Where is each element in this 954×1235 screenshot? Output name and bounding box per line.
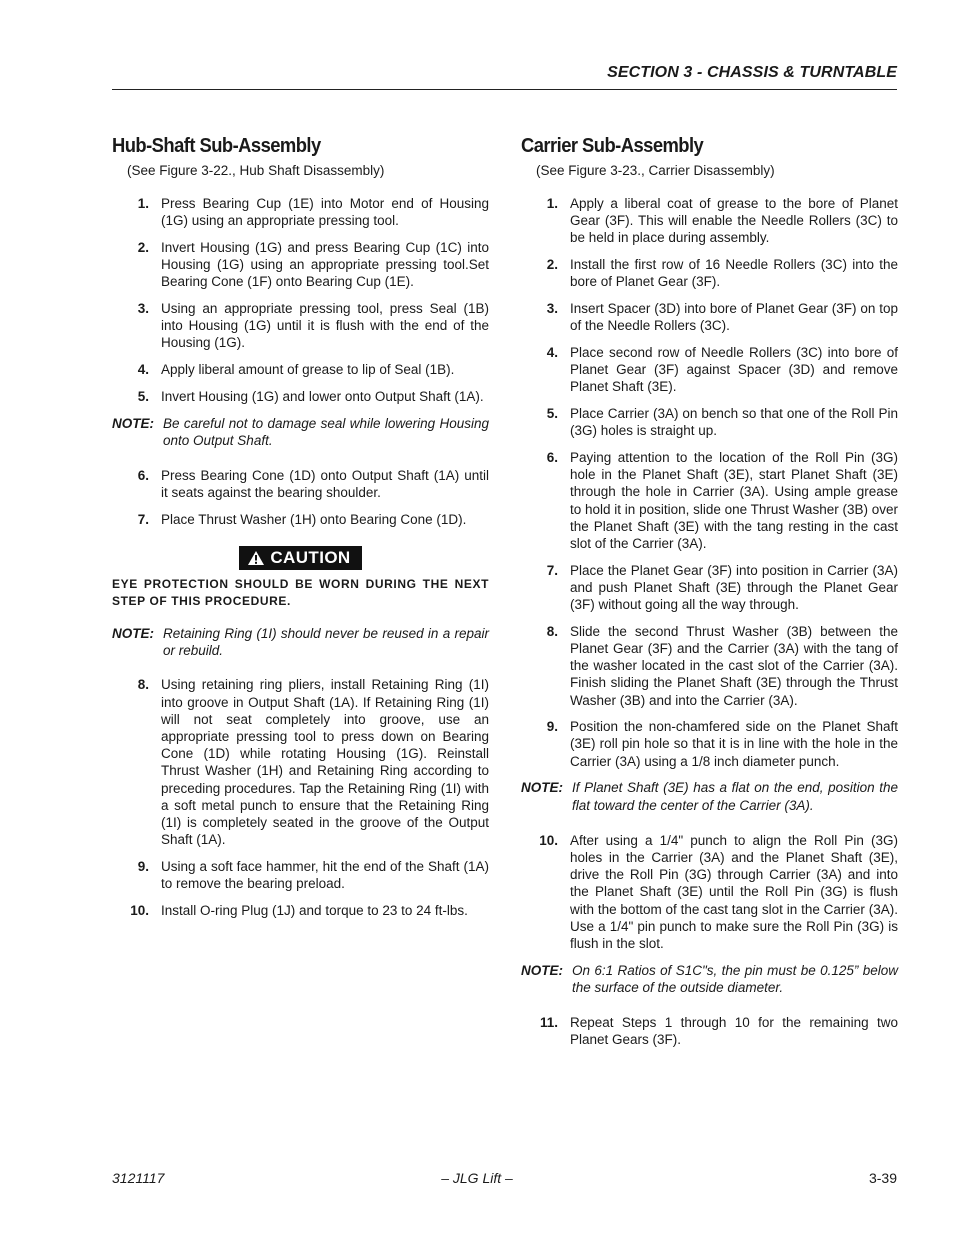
step-number: 8. <box>546 623 558 639</box>
step-text: Insert Spacer (3D) into bore of Planet Gear (3F) on top of the Needle Rollers (3C). <box>570 301 898 334</box>
right-column <box>521 134 898 1058</box>
note-planet-shaft-flat <box>521 779 898 813</box>
carrier-steps-a <box>521 195 898 770</box>
step-text: Apply a liberal coat of grease to the bore of Planet Gear (3F). This will enable the Needle Rollers (3C) to be held in place during assembly. <box>570 196 898 246</box>
step-item <box>521 718 898 770</box>
carrier-figure-ref: (See Figure 3-23., Carrier Disassembly) <box>536 163 775 178</box>
step-text: Invert Housing (1G) and press Bearing Cup (1C) into Housing (1G) using an appropriate pressing tool.Set Bearing Cone (1F) onto Bearing Cup (1E). <box>161 239 489 290</box>
step-number: 6. <box>546 449 558 465</box>
step-number: 4. <box>137 362 149 378</box>
note-label: NOTE: <box>521 780 563 796</box>
step-item <box>112 239 489 291</box>
step-number: 10. <box>130 902 149 918</box>
step-item <box>521 623 898 709</box>
step-text: Install O-ring Plug (1J) and torque to 23 to 24 ft-lbs. <box>161 902 468 918</box>
step-text: Slide the second Thrust Washer (3B) between the Planet Gear (3F) and the Carrier (3A) with the tang of the washer located in the cast slot of the Carrier (3A). Finish sliding the Planet Shaft (3E) through the Thrust Washer (3B) and into the Carrier (3A). <box>570 623 898 708</box>
step-text: Apply liberal amount of grease to lip of Seal (1B). <box>161 362 455 378</box>
hub-shaft-steps-a <box>112 195 489 405</box>
caution-message: EYE PROTECTION SHOULD BE WORN DURING THE NEXT STEP OF THIS PROCEDURE. <box>112 577 489 609</box>
footer-doc-number: 3121117 <box>112 1170 165 1186</box>
step-item <box>521 832 898 952</box>
step-number: 10. <box>539 832 558 848</box>
note-seal <box>112 415 489 449</box>
note-label: NOTE: <box>521 962 563 978</box>
step-item <box>112 300 489 352</box>
hub-shaft-steps-b <box>112 467 489 528</box>
header-divider <box>112 89 897 90</box>
step-item <box>112 902 489 919</box>
step-text: Place Carrier (3A) on bench so that one of the Roll Pin (3G) holes is straight up. <box>570 406 898 439</box>
step-number: 7. <box>546 562 558 578</box>
step-number: 8. <box>137 677 149 693</box>
step-text: Position the non-chamfered side on the Planet Shaft (3E) roll pin hole so that it is in line with the hole in the Carrier (3A) using a 1/8 inch diameter punch. <box>570 719 898 769</box>
hub-shaft-title: Hub-Shaft Sub-Assembly <box>112 135 321 157</box>
note-retaining-ring <box>112 625 489 659</box>
step-item <box>112 361 489 378</box>
hub-shaft-steps-c <box>112 676 489 919</box>
step-text: Repeat Steps 1 through 10 for the remaining two Planet Gears (3F). <box>570 1015 898 1048</box>
step-text: Press Bearing Cone (1D) onto Output Shaft (1A) until it seats against the bearing shoulder. <box>161 467 489 501</box>
step-number: 7. <box>137 511 149 527</box>
step-text: Install the first row of 16 Needle Rollers (3C) into the bore of Planet Gear (3F). <box>570 257 898 290</box>
step-item <box>112 388 489 405</box>
step-text: Place the Planet Gear (3F) into position in Carrier (3A) and push Planet Shaft (3E) through the Planet Gear (3F) without going all the way through. <box>570 562 898 613</box>
step-number: 5. <box>137 388 149 404</box>
note-text: On 6:1 Ratios of S1C"s, the pin must be 0.125” below the surface of the outside diameter. <box>572 962 898 995</box>
note-text: If Planet Shaft (3E) has a flat on the end, position the flat toward the center of the Carrier (3A). <box>572 780 898 813</box>
step-number: 4. <box>546 344 558 360</box>
note-pin-depth <box>521 962 898 996</box>
step-item <box>112 467 489 501</box>
footer-page-number: 3-39 <box>868 1170 897 1186</box>
step-item <box>521 195 898 247</box>
note-label: NOTE: <box>112 626 154 642</box>
caution-badge <box>239 546 361 570</box>
step-item <box>521 1014 898 1048</box>
step-text: Place second row of Needle Rollers (3C) into bore of Planet Gear (3F) against Spacer (3D) and remove Planet Shaft (3E). <box>570 344 898 395</box>
carrier-steps-b <box>521 832 898 952</box>
step-number: 11. <box>539 1015 558 1031</box>
step-item <box>521 256 898 290</box>
note-label: NOTE: <box>112 415 154 431</box>
step-text: Press Bearing Cup (1E) into Motor end of Housing (1G) using an appropriate pressing tool. <box>161 196 489 229</box>
hub-shaft-figure-ref: (See Figure 3-22., Hub Shaft Disassembly) <box>127 163 385 178</box>
step-text: Place Thrust Washer (1H) onto Bearing Cone (1D). <box>161 511 467 527</box>
step-text: Using an appropriate pressing tool, press Seal (1B) into Housing (1G) until it is flush with the end of the Housing (1G). <box>161 301 489 351</box>
step-item <box>521 562 898 614</box>
step-number: 3. <box>137 301 149 317</box>
step-number: 1. <box>546 196 558 211</box>
step-item <box>112 676 489 848</box>
step-item <box>521 405 898 439</box>
step-item <box>521 449 898 552</box>
step-text: Invert Housing (1G) and lower onto Output Shaft (1A). <box>161 388 484 404</box>
carrier-title: Carrier Sub-Assembly <box>521 135 704 157</box>
step-number: 5. <box>546 406 558 422</box>
carrier-steps-c <box>521 1014 898 1048</box>
step-number: 9. <box>137 858 149 874</box>
step-item <box>112 858 489 892</box>
step-text: Paying attention to the location of the Roll Pin (3G) hole in the Planet Shaft (3E), start Planet Shaft (3E) through the hole in Carrier (3A). Using ample grease to hold it in position, slide one Thrust Washer (3B) over the Planet Shaft (3E) with the tang resting in the cast slot of the Carrier (3A). <box>570 449 898 551</box>
note-text: Retaining Ring (1I) should never be reused in a repair or rebuild. <box>163 626 489 659</box>
left-column <box>112 134 489 929</box>
step-number: 2. <box>137 239 149 255</box>
warning-triangle-icon <box>247 550 265 566</box>
step-text: Using retaining ring pliers, install Retaining Ring (1I) into groove in Output Shaft (1A). If Retaining Ring (1I) will not seat completely into groove, use an appropriate pressing tool to press down on Bearing Cone (1D) while rotating Housing (1G). Reinstall Thrust Washer (1H) and Retaining Ring according to preceding procedures. Tap the Retaining Ring (1I) with a soft metal punch to ensure that the Retaining Ring (1I) is completely seated in the groove of the Output Shaft (1A). <box>161 677 489 848</box>
caution-banner <box>112 546 489 570</box>
step-number: 3. <box>546 301 558 317</box>
step-text: Using a soft face hammer, hit the end of the Shaft (1A) to remove the bearing preload. <box>161 858 489 892</box>
step-text: After using a 1/4" punch to align the Roll Pin (3G) holes in the Carrier (3A) and the Planet Shaft (3E), drive the Roll Pin (3G) through Carrier (3A) and into the Planet Shaft (3E) until the Roll Pin (3G) is flush with the bottom of the cast tang slot in the Carrier (3A). Use a 1/4" pin punch to make sure the Roll Pin (3G) is flush in the slot. <box>570 832 898 952</box>
step-item <box>112 511 489 528</box>
step-item <box>521 300 898 334</box>
caution-label: CAUTION <box>270 548 351 568</box>
step-item <box>521 344 898 396</box>
step-number: 6. <box>137 467 149 483</box>
footer-brand: – JLG Lift – <box>441 1170 513 1186</box>
step-number: 2. <box>546 257 558 273</box>
step-number: 9. <box>546 719 558 735</box>
section-header-title: SECTION 3 - CHASSIS & TURNTABLE <box>607 64 897 81</box>
step-item <box>112 195 489 229</box>
note-text: Be careful not to damage seal while lowering Housing onto Output Shaft. <box>163 415 489 448</box>
step-number: 1. <box>137 196 149 211</box>
